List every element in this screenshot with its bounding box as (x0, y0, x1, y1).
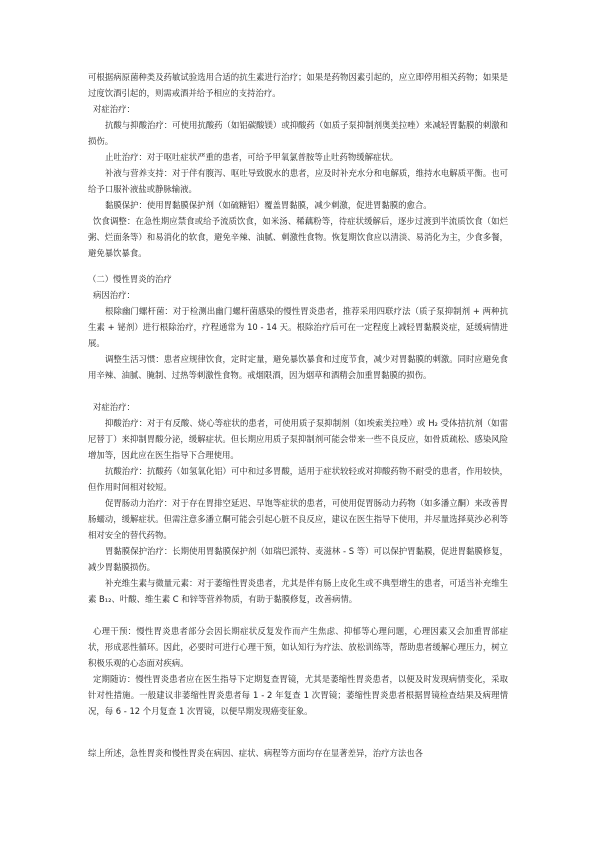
chronic-antacid-paragraph: 抗酸治疗：抗酸药（如氢氧化铝）可中和过多胃酸，适用于症状较轻或对抑酸药物不耐受的患者，作用较快，但作用时间相对较短。 (88, 466, 508, 492)
chronic-followup-paragraph: 定期随访：慢性胃炎患者应在医生指导下定期复查胃镜，尤其是萎缩性胃炎患者，以便及时发现病情变化，采取针对性措施。一般建议非萎缩性胃炎患者每 1 - 2 年复查 1 次胃镜；萎缩性胃炎患者根据胃镜检查结果及病理情况，每 6 - 12 个月复查 1 次胃镜，以便早期发现癌变征象。 (88, 674, 508, 716)
chronic-cause-heading: 病因治疗： (93, 290, 135, 300)
chronic-acid-inhibit-paragraph: 抑酸治疗：对于有反酸、烧心等症状的患者，可使用质子泵抑制剂（如埃索美拉唑）或 H₂ 受体拮抗剂（如雷尼替丁）来抑制胃酸分泌，缓解症状。但长期应用质子泵抑制剂可能会带来一些不良反应，如骨质疏松、感染风险增加等，因此应在医生指导下合理使用。 (88, 418, 508, 460)
chronic-vitamins-paragraph: 补充维生素与微量元素：对于萎缩性胃炎患者，尤其是伴有肠上皮化生或不典型增生的患者，可适当补充维生素 B₁₂、叶酸、维生素 C 和锌等营养物质，有助于黏膜修复，改善病情。 (88, 578, 508, 604)
chronic-mucosa-paragraph: 胃黏膜保护治疗：长期使用胃黏膜保护剂（如瑞巴派特、麦滋林 - S 等）可以保护胃黏膜，促进胃黏膜修复，减少胃黏膜损伤。 (88, 546, 508, 572)
chronic-hp-paragraph: 根除幽门螺杆菌：对于检测出幽门螺杆菌感染的慢性胃炎患者，推荐采用四联疗法（质子泵抑制剂 + 两种抗生素 + 铋剂）进行根除治疗，疗程通常为 10 - 14 天。根除治疗后可在一定程度上减轻胃黏膜炎症，延缓病情进展。 (88, 306, 508, 348)
acute-diet-paragraph: 饮食调整：在急性期应禁食或给予流质饮食，如米汤、稀藕粉等，待症状缓解后，逐步过渡到半流质饮食（如烂粥、烂面条等）和易消化的软食，避免辛辣、油腻、刺激性食物。恢复期饮食应以清淡、易消化为主，少食多餐，避免暴饮暴食。 (88, 216, 508, 258)
chronic-section-heading: （二）慢性胃炎的治疗 (88, 274, 172, 284)
acute-symptomatic-heading: 对症治疗： (93, 104, 135, 114)
chronic-motility-paragraph: 促胃肠动力治疗：对于存在胃排空延迟、早饱等症状的患者，可使用促胃肠动力药物（如多潘立酮）来改善胃肠蠕动，缓解症状。但需注意多潘立酮可能会引起心脏不良反应，建议在医生指导下使用，并尽量选择莫沙必利等相对安全的替代药物。 (88, 498, 508, 540)
conclusion-paragraph: 综上所述，急性胃炎和慢性胃炎在病因、症状、病程等方面均存在显著差异，治疗方法也各 (88, 748, 423, 758)
intro-paragraph: 可根据病原菌种类及药敏试验选用合适的抗生素进行治疗；如果是药物因素引起的，应立即停用相关药物；如果是过度饮酒引起的，则需戒酒并给予相应的支持治疗。 (88, 72, 508, 98)
chronic-lifestyle-paragraph: 调整生活习惯：患者应规律饮食，定时定量，避免暴饮暴食和过度节食，减少对胃黏膜的刺激。同时应避免食用辛辣、油腻、腌制、过热等刺激性食物。戒烟限酒，因为烟草和酒精会加重胃黏膜的损伤。 (88, 354, 508, 380)
chronic-psych-paragraph: 心理干预：慢性胃炎患者部分会因长期症状反复发作而产生焦虑、抑郁等心理问题，心理因素又会加重胃部症状，形成恶性循环。因此，必要时可进行心理干预，如认知行为疗法、放松训练等，帮助患者缓解心理压力，树立积极乐观的心态面对疾病。 (88, 626, 508, 668)
chronic-symptomatic-heading: 对症治疗： (93, 402, 135, 412)
acute-antacid-paragraph: 抗酸与抑酸治疗：可使用抗酸药（如铝碳酸镁）或抑酸药（如质子泵抑制剂奥美拉唑）来减轻胃黏膜的刺激和损伤。 (88, 120, 508, 146)
acute-fluid-paragraph: 补液与营养支持：对于伴有腹泻、呕吐导致脱水的患者，应及时补充水分和电解质，维持水电解质平衡。也可给予口服补液盐或静脉输液。 (88, 168, 508, 194)
acute-mucosa-paragraph: 黏膜保护：使用胃黏膜保护剂（如硫糖铝）覆盖胃黏膜，减少刺激，促进胃黏膜的愈合。 (105, 200, 432, 210)
acute-antiemetic-paragraph: 止吐治疗：对于呕吐症状严重的患者，可给予甲氧氯普胺等止吐药物缓解症状。 (105, 152, 399, 162)
